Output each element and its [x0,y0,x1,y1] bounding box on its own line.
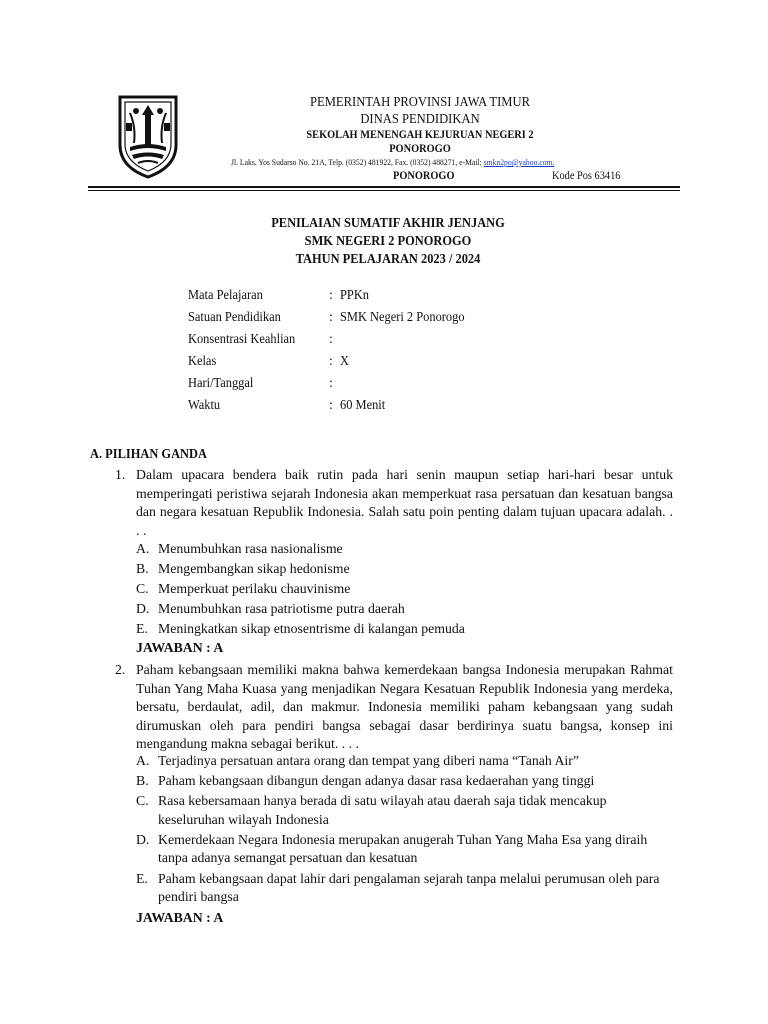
letterhead-divider-thick [88,186,680,188]
identity-colon: : [329,397,333,412]
option-letter: C. [136,581,149,597]
answer-option [136,792,676,829]
option-letter: D. [136,601,150,617]
identity-label: Konsentrasi Keahlian [188,331,296,346]
option-text: Terjadinya persatuan antara orang dan tempat yang diberi nama “Tanah Air” [158,753,579,768]
option-text: Mengembangkan sikap hedonisme [158,561,350,577]
option-text: Memperkuat perilaku chauvinisme [158,581,351,597]
identity-label: Satuan Pendidikan [188,309,281,324]
option-letter: B. [136,773,149,789]
answer-key: JAWABAN : A [136,640,224,655]
letterhead-address-line [231,157,554,167]
identity-label: Kelas [188,353,217,368]
option-text: Paham kebangsaan dapat lahir dari pengalaman sejarah tanpa melalui perumusan oleh para pendiri bangsa [158,870,660,905]
letterhead-school: SEKOLAH MENENGAH KEJURUAN NEGERI 2 [306,129,534,142]
identity-colon: : [329,331,333,346]
answer-option [136,870,676,907]
option-letter: B. [136,561,149,577]
answer-option [136,560,676,579]
identity-value: X [340,353,349,368]
answer-option [136,600,676,619]
option-letter: C. [136,793,149,809]
identity-label: Waktu [188,397,221,412]
identity-colon: : [329,287,333,302]
answer-option [136,831,676,868]
answer-option [136,620,676,639]
option-list [136,540,676,640]
letterhead-email-link[interactable]: smkn2po@yahoo.com. [483,157,555,167]
exam-title [244,214,531,268]
letterhead-government: PEMERINTAH PROVINSI JAWA TIMUR [309,95,531,110]
exam-title-line1: PENILAIAN SUMATIF AKHIR JENJANG [271,215,505,230]
answer-option [136,772,676,791]
option-text: Menumbuhkan rasa patriotisme putra daerah [158,601,405,617]
question-item [115,466,673,540]
option-letter: D. [136,831,150,847]
identity-label: Hari/Tanggal [188,375,254,390]
identity-value: 60 Menit [340,397,386,412]
option-text: Paham kebangsaan dibangun dengan adanya dasar rasa kedaerahan yang tinggi [158,773,595,789]
option-text: Menumbuhkan rasa nasionalisme [158,541,343,556]
letterhead [200,94,640,156]
identity-value: PPKn [340,287,369,302]
option-letter: E. [136,870,148,886]
identity-colon: : [329,375,333,390]
section-heading: A. PILIHAN GANDA [90,446,207,461]
option-text: Meningkatkan sikap etnosentrisme di kalangan pemuda [158,621,465,637]
letterhead-address: Jl. Laks. Yos Sudarso No. 21A, Telp. (0352) 481922, Fax. (0352) 488271, e-Mail: [231,157,482,167]
question-item [115,661,673,754]
question-stem: Dalam upacara bendera baik rutin pada hari senin maupun setiap hari-hari besar untuk memperingati peristiwa sejarah Indonesia akan memperkuat rasa persatuan dan kesatuan bangsa dan negara kesatuan Republik Indonesia. Salah satu poin penting dalam tujuan upacara adalah. . . . [136,467,673,538]
letterhead-divider-thin [88,190,680,191]
option-text: Kemerdekaan Negara Indonesia merupakan anugerah Tuhan Yang Maha Esa yang diraih tanpa adanya semangat persatuan dan kesatuan [158,831,648,866]
letterhead-postal-code: Kode Pos 63416 [552,170,621,182]
letterhead-city-footer: PONOROGO [393,170,455,182]
exam-title-line3: TAHUN PELAJARAN 2023 / 2024 [295,250,481,266]
identity-colon: : [329,309,333,324]
option-letter: A. [136,753,150,768]
option-letter: A. [136,541,150,556]
identity-label: Mata Pelajaran [188,287,263,302]
answer-key: JAWABAN : A [136,910,224,925]
jawa-timur-emblem-icon [116,93,180,179]
option-letter: E. [136,621,148,637]
identity-colon: : [329,353,333,368]
option-text: Rasa kebersamaan hanya berada di satu wilayah atau daerah saja tidak mencakup keseluruhan wilayah Indonesia [158,793,607,827]
question-stem: Paham kebangsaan memiliki makna bahwa kemerdekaan bangsa Indonesia merupakan Rahmat Tuhan Yang Maha Kuasa yang menjadikan Negara Kesatuan Republik Indonesia yang merdeka, bersatu, berdaulat, adil, dan makmur. Indonesia memiliki paham kebangsaan yang sudah dirumuskan oleh para pendiri bangsa sebagai dasar berdirinya suatu bangsa, konsep ini mengandung makna sebagai berikut. . . . [136,662,673,752]
identity-value: SMK Negeri 2 Ponorogo [340,309,465,324]
letterhead-city: PONOROGO [389,143,451,156]
option-list [136,752,676,908]
answer-option [136,752,676,771]
answer-option [136,540,676,559]
question-number: 2. [115,662,126,677]
exam-title-line2: SMK NEGERI 2 PONOROGO [304,232,472,248]
answer-option [136,580,676,599]
question-number: 1. [115,467,126,482]
letterhead-agency: DINAS PENDIDIKAN [360,112,480,128]
